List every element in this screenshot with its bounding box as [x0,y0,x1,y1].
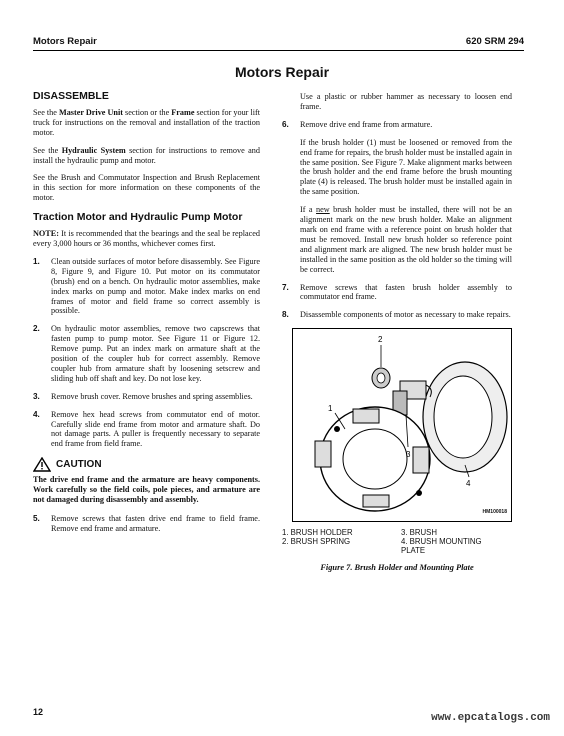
step-number: 4. [33,409,40,419]
brush-holder-drawing [293,329,511,521]
left-column [33,92,260,542]
running-header-left: Motors Repair [33,36,97,47]
warning-icon [33,457,51,472]
text-run: See the [33,107,59,117]
brush-holder-paragraph-2 [282,205,512,274]
callout-4: 4 [466,479,471,489]
text-run: section for instructions to remove and install the hydraulic pump and motor. [33,145,260,165]
brush-holder-paragraph-1: If the brush holder (1) must be loosened or removed from the end frame for repairs, the brush holder must be installed again in the same position. See Figure 7. Make alignment marks between the brush holder and the end frame before the brush mounting plate (4) is released. The brush holder must be installed again in the same position. [300,137,512,197]
caution-label: CAUTION [56,458,102,470]
underlined-word: new [316,205,330,215]
step-item [282,310,512,320]
step-text: Remove brush cover. Remove brushes and spring assemblies. [51,391,253,401]
step-item [33,257,260,316]
step-number: 3. [33,391,40,401]
legend-item: 3. BRUSH [401,528,437,538]
right-column [282,92,512,573]
step-text: Remove screws that fasten brush holder assembly to commutator end frame. [300,282,512,302]
section-ref-frame: Frame [171,107,195,117]
step-text: Disassemble components of motor as necessary to make repairs. [300,310,511,320]
step-item [282,283,512,303]
callout-3: 3 [406,450,411,460]
step-number: 6. [282,119,289,129]
step-number: 7. [282,282,289,292]
step-list [33,257,260,449]
page-title: Motors Repair [234,64,330,80]
continued-paragraph: Use a plastic or rubber hammer as necessary to loosen end frame. [300,92,512,111]
figure-legend [282,528,512,555]
section-ref-master-drive: Master Drive Unit [58,107,123,117]
note-text: It is recommended that the bearings and the seal be replaced every 3,000 hours or 36 months, whichever comes first. [33,229,260,248]
disassemble-heading: DISASSEMBLE [33,90,109,102]
legend-item [282,546,393,555]
disassemble-paragraph-1 [33,108,260,138]
text-run: If a [300,205,317,215]
step-item [33,324,260,383]
watermark: www.epcatalogs.com [431,712,550,724]
figure-code: HM100018 [482,509,507,516]
callout-1: 1 [328,404,333,414]
caution-text: The drive end frame and the armature are heavy components. Work carefully so the field coils, pole pieces, and armature are not damaged during disassembly and assembly. [33,475,260,505]
step-number: 1. [33,256,40,266]
note-paragraph [33,229,260,249]
section-ref-hydraulic: Hydraulic System [61,145,126,155]
traction-heading: Traction Motor and Hydraulic Pump Motor [33,211,243,224]
legend-item: 4. BRUSH MOUNTING [401,537,482,547]
figure-7-illustration [292,328,512,522]
text-run: section for your lift truck for instructions on the removal and installation of the traction motor. [33,107,261,137]
running-header-right: 620 SRM 294 [465,36,524,47]
step-text: On hydraulic motor assemblies, remove two capscrews that fasten pump to pump motor. See Figure 11 or Figure 12. Remove pump. Put an index mark on armature shaft at the position of the coupler hub for correct assembly. Remove coupler hub from armature shaft by loosening setscrew and sliding hub off shaft and key. Do not lose key. [51,324,260,383]
legend-item: 1. BRUSH HOLDER [282,528,353,538]
step-number: 2. [33,324,40,334]
step-text: Clean outside surfaces of motor before disassembly. See Figure 8, Figure 9, and Figure 10. Put motor on its commutator (brush) end on a bench. On hydraulic motor assemblies, make index marks on pump and motor. Make index marks on end frames of motor and field frame so correct assembly is possible. [51,256,260,316]
step-number: 5. [33,514,40,523]
step-item [33,392,260,402]
figure-caption: Figure 7. Brush Holder and Mounting Plate [320,563,474,573]
legend-item: 2. BRUSH SPRING [282,537,351,547]
callout-2: 2 [378,335,383,345]
disassemble-paragraph-2 [33,146,260,166]
step-item [282,120,512,130]
text-run: brush holder must be installed, there will not be an alignment mark on the new brush holder. Make an alignment mark on end frame with a reference point on brush holder that must be removed. Install new brush holder so reference point and alignment mark are aligned. The new brush holder must be installed in the same position as the old holder so the timing will be correct. [300,205,512,274]
step-number: 8. [282,310,289,320]
step-text: Remove screws that fasten drive end frame to field frame. Remove end frame and armature. [51,514,260,533]
step-item [33,410,260,450]
text-run: See the [33,145,62,155]
header-rule [33,50,524,51]
caution-heading [33,457,260,472]
legend-item: PLATE [401,546,426,556]
step-text: Remove drive end frame from armature. [300,119,433,129]
step-text: Remove hex head screws from commutator end of motor. Carefully slide end frame from motor and armature shaft. Do not damage parts. A puller is frequently necessary to separate end frame from field frame. [51,409,260,449]
note-label: NOTE: [33,229,59,239]
page-number: 12 [33,707,44,717]
step-item [33,514,260,534]
disassemble-paragraph-3: See the Brush and Commutator Inspection and Brush Replacement in this section for more information on these components of the motor. [33,173,260,203]
text-run: section or the [122,107,172,117]
